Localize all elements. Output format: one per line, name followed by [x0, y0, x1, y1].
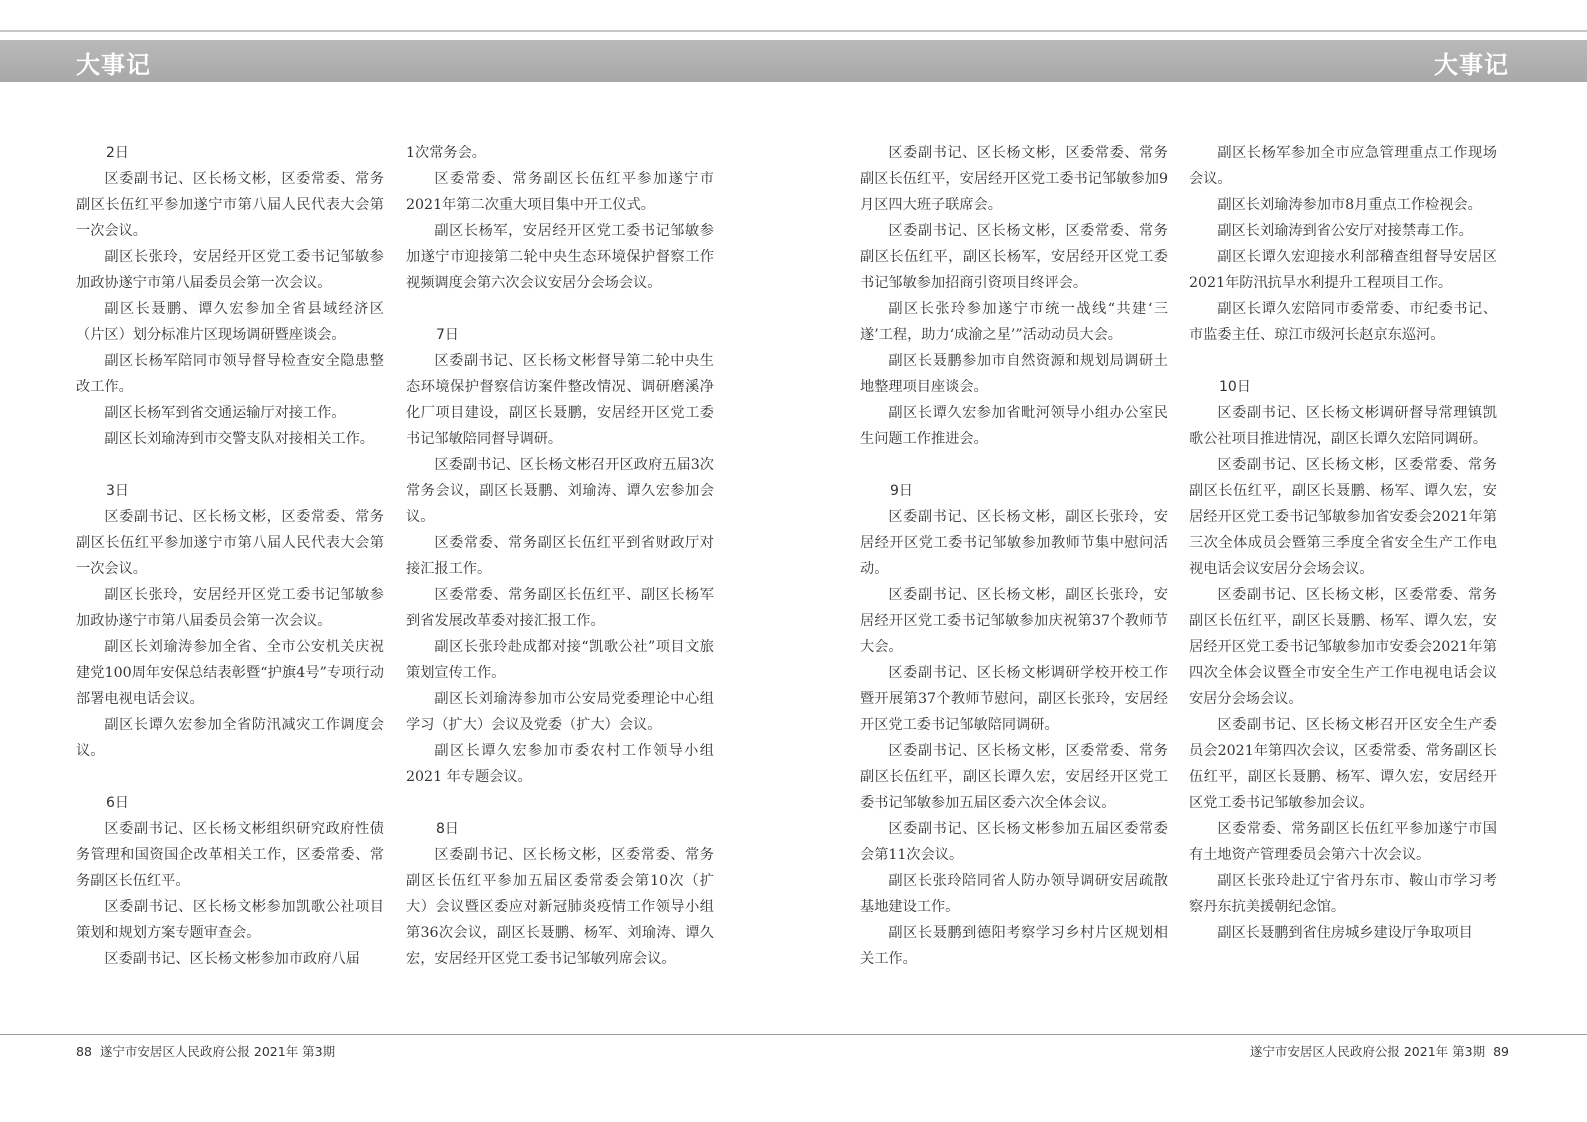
- footer-right: [1250, 1042, 1509, 1060]
- text-column-1: [76, 140, 384, 972]
- date-heading: 2日: [106, 145, 129, 161]
- event-paragraph: 副区长杨军，安居经开区党工委书记邹敏参加遂宁市迎接第二轮中央生态环境保护督察工作视频调度会第六次会议安居分会场会议。: [406, 223, 714, 291]
- event-paragraph: 区委常委、常务副区长伍红平参加遂宁市2021年第二次重大项目集中开工仪式。: [406, 171, 714, 213]
- event-paragraph: 区委副书记、区长杨文彬调研学校开校工作暨开展第37个教师节慰问，副区长张玲，安居经开区党工委书记邹敏陪同调研。: [860, 665, 1168, 733]
- event-paragraph: 区委副书记、区长杨文彬，区委常委、常务副区长伍红平，副区长聂鹏、杨军、谭久宏，安居经开区党工委书记邹敏参加省安委会2021年第三次全体成员会暨第三季度全省安全生产工作电视电话会议安居分会场会议。: [1189, 457, 1497, 577]
- event-paragraph: 区委副书记、区长杨文彬召开区安全生产委员会2021年第四次会议，区委常委、常务副区长伍红平，副区长聂鹏、杨军、谭久宏，安居经开区党工委书记邹敏参加会议。: [1189, 717, 1497, 811]
- text-column-2: [406, 140, 714, 972]
- event-paragraph: 区委副书记、区长杨文彬，区委常委、常务副区长伍红平，副区长聂鹏、杨军、谭久宏，安居经开区党工委书记邹敏参加市安委会2021年第四次全体会议暨全市安全生产工作电视电话会议安居分会场会议。: [1189, 587, 1497, 707]
- event-paragraph: 副区长谭久宏参加全省防汛减灾工作调度会议。: [76, 717, 384, 759]
- text-column-3: [860, 140, 1168, 972]
- event-paragraph: 副区长杨军到省交通运输厅对接工作。: [104, 405, 346, 421]
- event-paragraph: 区委副书记、区长杨文彬，副区长张玲，安居经开区党工委书记邹敏参加庆祝第37个教师节大会。: [860, 587, 1168, 655]
- event-paragraph: 副区长聂鹏、谭久宏参加全省县域经济区（片区）划分标准片区现场调研暨座谈会。: [76, 301, 384, 343]
- page-number-right: 89: [1493, 1044, 1509, 1059]
- event-paragraph: 区委副书记、区长杨文彬，区委常委、常务副区长伍红平，副区长杨军，安居经开区党工委书记邹敏参加招商引资项目终评会。: [860, 223, 1168, 291]
- event-paragraph: 区委副书记、区长杨文彬，区委常委、常务副区长伍红平参加五届区委常委会第10次（扩大）会议暨区委应对新冠肺炎疫情工作领导小组第36次会议，副区长聂鹏、杨军、刘瑜涛、谭久宏，安居经开区党工委书记邹敏列席会议。: [406, 847, 714, 967]
- event-paragraph: 副区长杨军参加全市应急管理重点工作现场会议。: [1189, 145, 1497, 187]
- event-paragraph: 区委常委、常务副区长伍红平到省财政厅对接汇报工作。: [406, 535, 714, 577]
- date-heading: 9日: [890, 483, 913, 499]
- section-title-right: 大事记: [1434, 51, 1509, 79]
- footer-left: [76, 1042, 335, 1060]
- date-heading: 10日: [1219, 379, 1251, 395]
- event-paragraph: 区委副书记、区长杨文彬参加五届区委常委会第11次会议。: [860, 821, 1168, 863]
- event-paragraph: 区委副书记、区长杨文彬召开区政府五届3次常务会议，副区长聂鹏、刘瑜涛、谭久宏参加会议。: [406, 457, 714, 525]
- event-paragraph: 副区长张玲参加遂宁市统一战线“共建‘三遂’工程，助力‘成渝之星’”活动动员大会。: [860, 301, 1168, 343]
- event-paragraph: 副区长张玲赴成都对接“凯歌公社”项目文旅策划宣传工作。: [406, 639, 714, 681]
- event-paragraph: 副区长杨军陪同市领导督导检查安全隐患整改工作。: [76, 353, 384, 395]
- date-heading: 8日: [436, 821, 459, 837]
- event-paragraph: 区委副书记、区长杨文彬，副区长张玲，安居经开区党工委书记邹敏参加教师节集中慰问活动。: [860, 509, 1168, 577]
- event-paragraph: 区委副书记、区长杨文彬，区委常委、常务副区长伍红平参加遂宁市第八届人民代表大会第一次会议。: [76, 171, 384, 239]
- publication-title-left: 遂宁市安居区人民政府公报 2021年 第3期: [99, 1044, 336, 1059]
- event-paragraph: 副区长张玲陪同省人防办领导调研安居疏散基地建设工作。: [860, 873, 1168, 915]
- date-heading: 3日: [106, 483, 129, 499]
- section-title-left: 大事记: [76, 51, 151, 79]
- event-paragraph: 区委副书记、区长杨文彬参加市政府八届: [104, 951, 360, 967]
- event-paragraph: 副区长刘瑜涛参加市公安局党委理论中心组学习（扩大）会议及党委（扩大）会议。: [406, 691, 714, 733]
- publication-title-right: 遂宁市安居区人民政府公报 2021年 第3期: [1249, 1044, 1486, 1059]
- event-paragraph: 区委副书记、区长杨文彬督导第二轮中央生态环境保护督察信访案件整改情况、调研磨溪净化厂项目建设，副区长聂鹏，安居经开区党工委书记邹敏陪同督导调研。: [406, 353, 714, 447]
- top-rule: [0, 30, 1587, 32]
- header-band: [0, 40, 1587, 82]
- footer-rule: [0, 1034, 1587, 1035]
- event-paragraph: 副区长聂鹏到省住房城乡建设厅争取项目: [1217, 925, 1473, 941]
- event-paragraph: 区委副书记、区长杨文彬，区委常委、常务副区长伍红平，安居经开区党工委书记邹敏参加9月区四大班子联席会。: [860, 145, 1168, 213]
- event-paragraph: 副区长刘瑜涛参加全省、全市公安机关庆祝建党100周年安保总结表彰暨“护旗4号”专项行动部署电视电话会议。: [76, 639, 384, 707]
- event-paragraph: 副区长张玲赴辽宁省丹东市、鞍山市学习考察丹东抗美援朝纪念馆。: [1189, 873, 1497, 915]
- date-heading: 7日: [436, 327, 459, 343]
- event-paragraph: 副区长刘瑜涛到省公安厅对接禁毒工作。: [1217, 223, 1473, 239]
- event-paragraph: 副区长刘瑜涛参加市8月重点工作检视会。: [1217, 197, 1482, 213]
- event-paragraph: 副区长谭久宏迎接水利部稽查组督导安居区2021年防汛抗旱水利提升工程项目工作。: [1189, 249, 1497, 291]
- continued-paragraph: 1次常务会。: [406, 145, 486, 161]
- event-paragraph: 副区长张玲，安居经开区党工委书记邹敏参加政协遂宁市第八届委员会第一次会议。: [76, 587, 384, 629]
- text-column-4: [1189, 140, 1497, 946]
- event-paragraph: 副区长聂鹏到德阳考察学习乡村片区规划相关工作。: [860, 925, 1168, 967]
- event-paragraph: 副区长聂鹏参加市自然资源和规划局调研土地整理项目座谈会。: [860, 353, 1168, 395]
- event-paragraph: 区委常委、常务副区长伍红平参加遂宁市国有土地资产管理委员会第六十次会议。: [1189, 821, 1497, 863]
- event-paragraph: 副区长谭久宏参加市委农村工作领导小组2021 年专题会议。: [406, 743, 714, 785]
- page-number-left: 88: [76, 1044, 92, 1059]
- event-paragraph: 副区长谭久宏陪同市委常委、市纪委书记、市监委主任、琼江市级河长赵京东巡河。: [1189, 301, 1497, 343]
- date-heading: 6日: [106, 795, 129, 811]
- event-paragraph: 区委副书记、区长杨文彬，区委常委、常务副区长伍红平，副区长谭久宏，安居经开区党工委书记邹敏参加五届区委六次全体会议。: [860, 743, 1168, 811]
- event-paragraph: 区委副书记、区长杨文彬，区委常委、常务副区长伍红平参加遂宁市第八届人民代表大会第一次会议。: [76, 509, 384, 577]
- event-paragraph: 区委常委、常务副区长伍红平、副区长杨军到省发展改革委对接汇报工作。: [406, 587, 714, 629]
- event-paragraph: 副区长谭久宏参加省毗河领导小组办公室民生问题工作推进会。: [860, 405, 1168, 447]
- event-paragraph: 区委副书记、区长杨文彬调研督导常理镇凯歌公社项目推进情况，副区长谭久宏陪同调研。: [1189, 405, 1497, 447]
- event-paragraph: 副区长刘瑜涛到市交警支队对接相关工作。: [104, 431, 374, 447]
- event-paragraph: 区委副书记、区长杨文彬参加凯歌公社项目策划和规划方案专题审查会。: [76, 899, 384, 941]
- event-paragraph: 副区长张玲，安居经开区党工委书记邹敏参加政协遂宁市第八届委员会第一次会议。: [76, 249, 384, 291]
- event-paragraph: 区委副书记、区长杨文彬组织研究政府性债务管理和国资国企改革相关工作，区委常委、常务副区长伍红平。: [76, 821, 384, 889]
